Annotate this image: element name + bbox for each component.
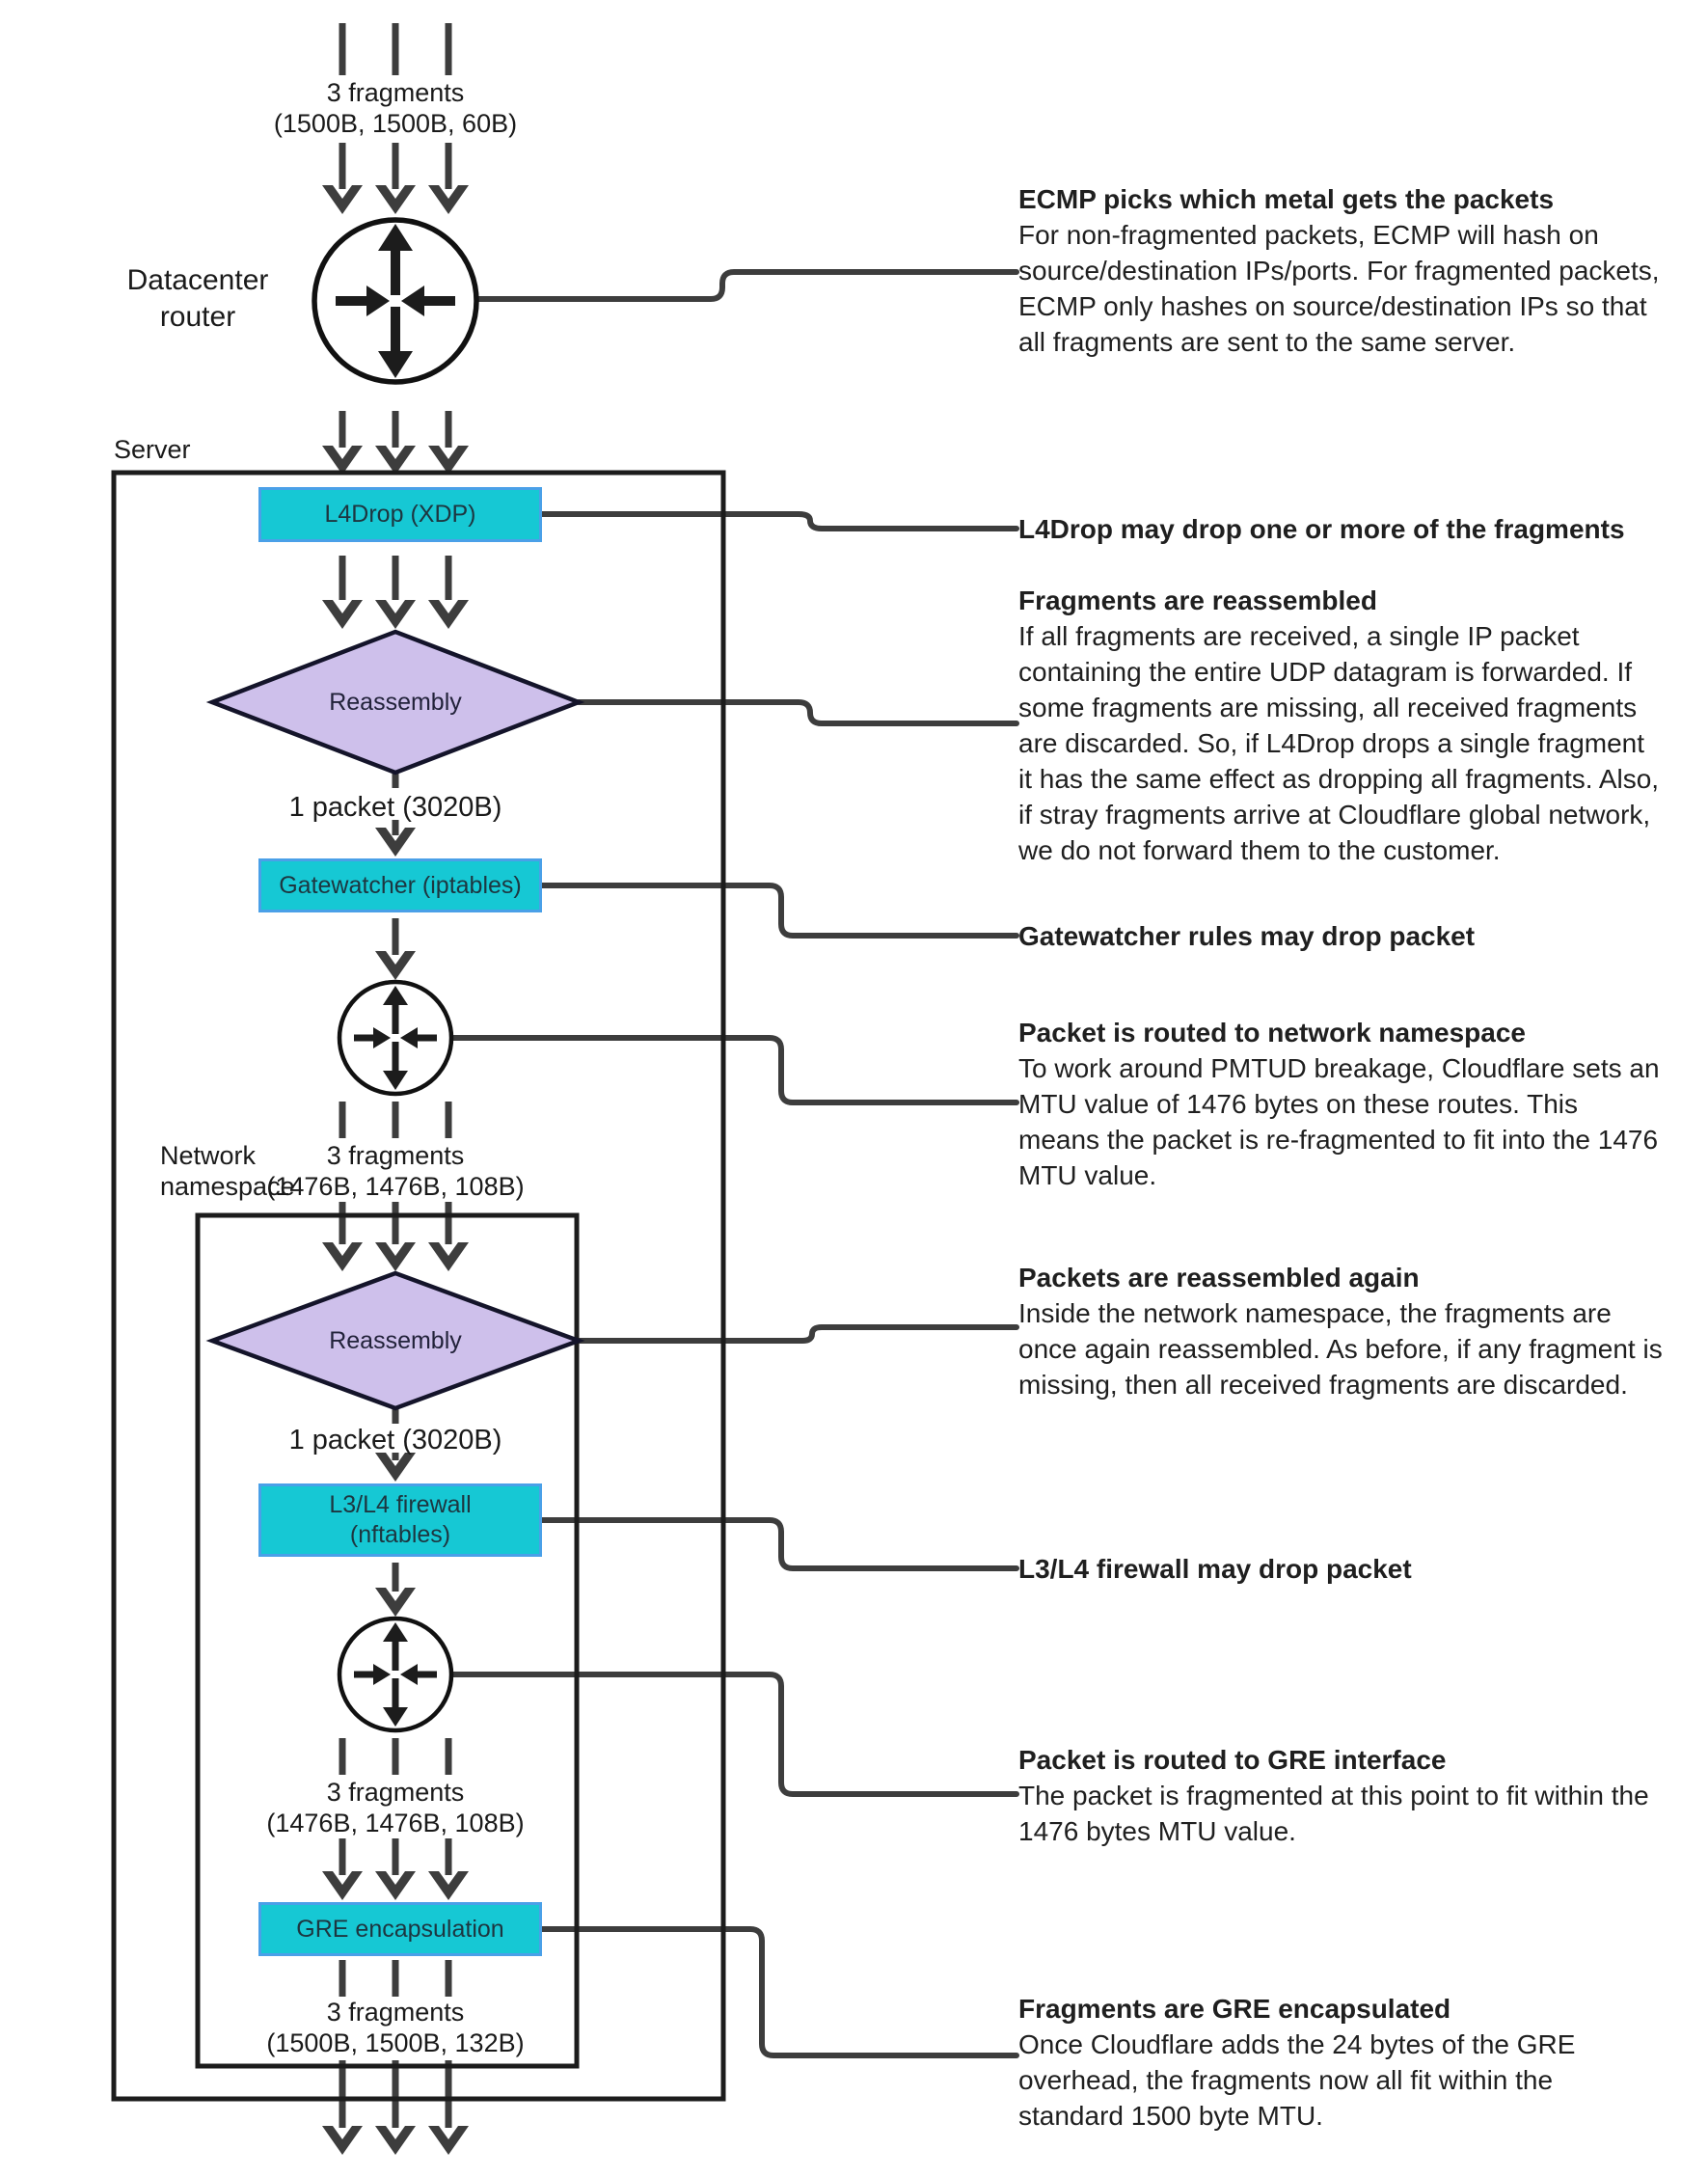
top-fragments-sizes: (1500B, 1500B, 60B) <box>273 109 518 138</box>
annotation-heading: Fragments are GRE encapsulated <box>1018 1994 1451 2024</box>
connector-reassembly-1 <box>579 702 1017 723</box>
annotation-gatewatcher <box>1018 918 1665 954</box>
packet-label-namespace: 1 packet (3020B) <box>288 1425 502 1456</box>
annotation-body: If all fragments are received, a single IP packet containing the entire UDP datagram is forwarded. If some fragments are missing, all received fragments are discarded. So, if L4Drop drops a single fragment it has the same effect as dropping all fragments. Also, if stray fragments arrive at Cloudflare global network, we do not forward them to the customer. <box>1018 621 1660 865</box>
annotation-gre-encapsulated <box>1018 1991 1665 2134</box>
reassembly-label-namespace: Reassembly <box>329 1327 462 1354</box>
server-fragments-label: 3 fragments <box>326 1141 465 1170</box>
output-fragments-sizes: (1500B, 1500B, 132B) <box>266 2028 525 2057</box>
annotation-reassembled <box>1018 583 1665 868</box>
route-icon-namespace <box>339 982 451 1094</box>
datacenter-router-label: Datacenter router <box>126 264 269 333</box>
network-namespace-label: Network namespace <box>160 1141 295 1201</box>
packet-label-server: 1 packet (3020B) <box>288 792 502 823</box>
annotation-body: To work around PMTUD breakage, Cloudflare sets an MTU value of 1476 bytes on these routes. This means the packet is re-fragmented to fit into the 1476 MTU value. <box>1018 1053 1660 1190</box>
annotation-reassembled-again <box>1018 1260 1665 1402</box>
reassembly-label-server: Reassembly <box>329 689 462 716</box>
annotation-routed-namespace <box>1018 1015 1665 1193</box>
namespace-fragments-sizes: (1476B, 1476B, 108B) <box>266 1809 525 1837</box>
top-fragments-label: 3 fragments <box>326 78 465 107</box>
output-fragments-label: 3 fragments <box>326 1998 465 2027</box>
route-icon-gre <box>339 1619 451 1730</box>
annotation-body: The packet is fragmented at this point to fit within the 1476 bytes MTU value. <box>1018 1781 1649 1846</box>
annotation-heading: L4Drop may drop one or more of the fragments <box>1018 514 1625 544</box>
connector-route-namespace <box>451 1038 1017 1102</box>
annotation-body: Once Cloudflare adds the 24 bytes of the GRE overhead, the fragments now all fit within the standard 1500 byte MTU. <box>1018 2029 1576 2131</box>
connector-gatewatcher <box>542 885 1017 936</box>
gre-encapsulation-node: GRE encapsulation <box>258 1902 542 1956</box>
annotation-heading: Packet is routed to network namespace <box>1018 1018 1526 1048</box>
annotation-heading: Packets are reassembled again <box>1018 1263 1420 1293</box>
annotation-l3l4 <box>1018 1551 1665 1587</box>
namespace-fragments-label: 3 fragments <box>326 1778 465 1807</box>
annotation-l4drop <box>1018 511 1665 547</box>
annotation-heading: ECMP picks which metal gets the packets <box>1018 184 1555 214</box>
connector-l4drop <box>542 514 1017 529</box>
l3l4-firewall-node: L3/L4 firewall (nftables) <box>258 1483 542 1557</box>
gatewatcher-node: Gatewatcher (iptables) <box>258 858 542 912</box>
l4drop-node: L4Drop (XDP) <box>258 487 542 542</box>
annotation-body: Inside the network namespace, the fragments are once again reassembled. As before, if any fragment is missing, then all received fragments are discarded. <box>1018 1298 1663 1400</box>
connector-l3l4 <box>542 1520 1017 1568</box>
annotation-heading: Packet is routed to GRE interface <box>1018 1745 1447 1775</box>
annotation-heading: Fragments are reassembled <box>1018 585 1377 615</box>
datacenter-router-icon <box>314 220 476 382</box>
connector-ecmp <box>476 272 1017 299</box>
connector-reassembly-2 <box>579 1327 1017 1341</box>
annotation-heading: L3/L4 firewall may drop packet <box>1018 1554 1412 1584</box>
annotation-heading: Gatewatcher rules may drop packet <box>1018 921 1476 951</box>
server-label: Server <box>114 435 191 464</box>
annotation-ecmp <box>1018 181 1665 360</box>
annotation-body: For non-fragmented packets, ECMP will hash on source/destination IPs/ports. For fragmented packets, ECMP only hashes on source/destination IPs so that all fragments are sent to the same server. <box>1018 220 1660 357</box>
server-fragments-sizes: (1476B, 1476B, 108B) <box>266 1172 525 1201</box>
annotation-routed-gre <box>1018 1742 1665 1849</box>
